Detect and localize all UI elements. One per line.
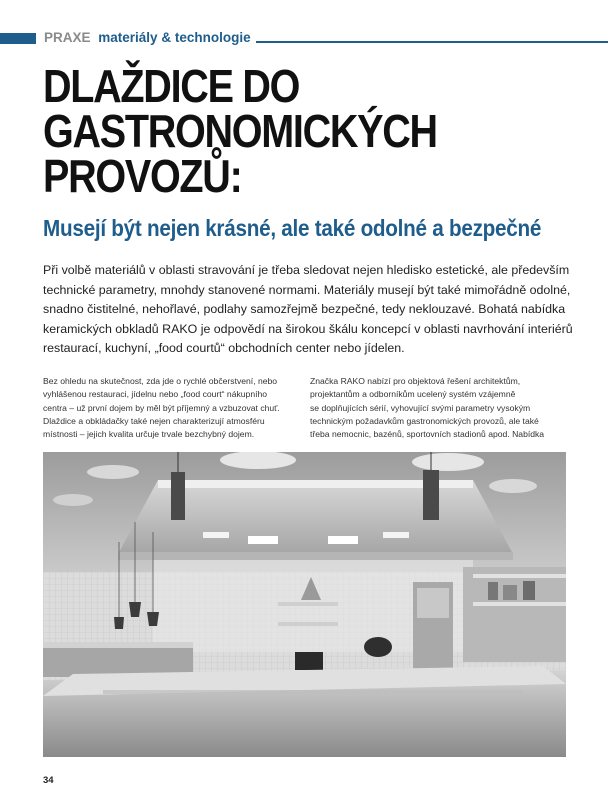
header-rule	[256, 41, 608, 43]
body-line: místnosti – jejich kvalita určuje trvale bezchybný dojem.	[43, 429, 255, 440]
body-line: Značka RAKO nabízí pro objektová řešení architektům,	[310, 376, 521, 386]
lead-line: snadno čistitelné, nehořlavé, podlahy samozřejmě bezpečné, tedy neklouzavé. Bohatá nabídka	[43, 302, 566, 316]
body-line: technickým požadavkům gastronomických provozů, ale také	[310, 415, 539, 426]
lead-line: technické parametry, mnohdy stanovené normami. Materiály musejí být také mimořádně odolné,	[43, 282, 571, 297]
body-line: třeba nemocnic, bazénů, sportovních stadionů apod. Nabídka	[310, 429, 545, 440]
header-accent-bar	[0, 33, 36, 44]
article-subtitle: Musejí být nejen krásné, ale také odolné a bezpečné	[43, 215, 542, 241]
page-number: 34	[43, 775, 54, 786]
kitchen-photo	[43, 452, 566, 757]
title-line: GASTRONOMICKÝCH	[43, 105, 437, 157]
title-line: DLAŽDICE DO	[43, 60, 300, 112]
body-line: Dlaždice a obkládačky také nejen charakterizují atmosféru	[43, 415, 265, 426]
title-line: PROVOZŮ:	[43, 150, 242, 202]
section-name: PRAXE	[44, 30, 91, 45]
body-line: Bez ohledu na skutečnost, zda jde o rychlé občerstvení, nebo	[43, 376, 278, 386]
lead-line: keramických obkladů RAKO je odpovědí na širokou škálu koncepcí v oblasti navrhování interiérů	[43, 321, 573, 336]
lead-line: Při volbě materiálů v oblasti stravování je třeba sledovat nejen hledisko estetické, ale především	[43, 263, 570, 277]
body-line: projektantům a odborníkům ucelený systém vzájemně	[310, 389, 516, 400]
article-title	[43, 60, 437, 202]
section-header	[44, 30, 251, 45]
body-line: vyhlášenou restauraci, jídelnu nebo „food court“ nákupního	[43, 389, 268, 400]
subsection-name: materiály & technologie	[98, 30, 251, 45]
body-line: centra – už první dojem by měl být příjemný a vzbuzovat chuť.	[43, 402, 280, 413]
body-column-left	[43, 375, 301, 441]
body-line: se doplňujících sérií, vyhovující svými parametry vysokým	[310, 402, 531, 413]
lead-line: restaurací, kuchyní, „food courtů“ obchodních center nebo jídelen.	[43, 341, 405, 355]
body-column-right	[310, 375, 568, 441]
kitchen-illustration	[43, 452, 566, 757]
lead-paragraph	[43, 261, 573, 359]
